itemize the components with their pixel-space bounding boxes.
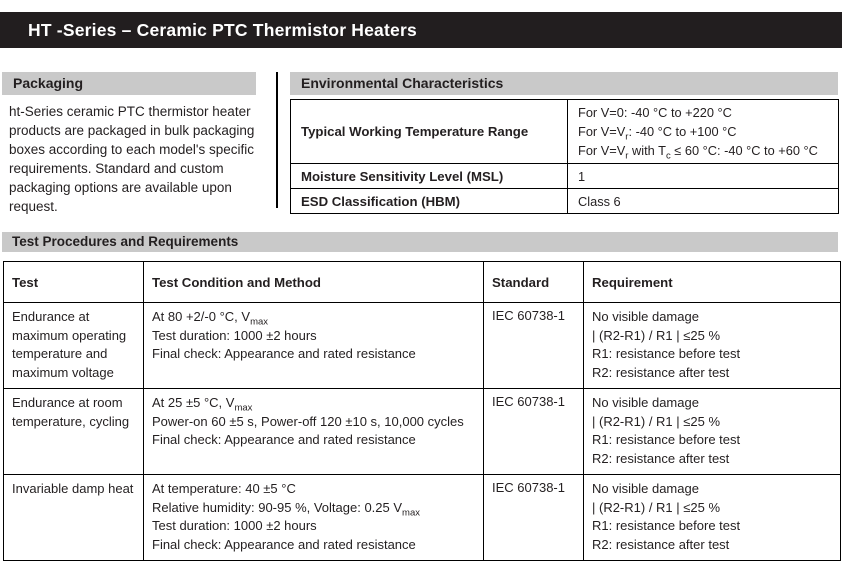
environmental-heading: Environmental Characteristics [290,72,838,95]
test-cell: Invariable damp heat [4,475,144,561]
test-cell: Endurance at maximum operating temperature and maximum voltage [4,303,144,389]
condition-cell: At temperature: 40 ±5 °C Relative humidity: 90-95 %, Voltage: 0.25 $V_{max}$ Test duration: 1000 ±2 hours Final check: Appearance and rated resistance [144,475,484,561]
packaging-heading: Packaging [2,72,256,95]
page-title: HT -Series – Ceramic PTC Thermistor Heaters [0,12,842,48]
tests-heading: Test Procedures and Requirements [2,232,838,252]
standard-cell: IEC 60738-1 [484,303,584,389]
env-row-working-temp [291,100,839,164]
col-header-condition: Test Condition and Method [144,262,484,303]
env-label: Typical Working Temperature Range [291,100,568,164]
col-header-requirement: Requirement [584,262,841,303]
section-divider [276,72,278,208]
environmental-section [290,72,838,214]
env-row-msl [291,164,839,189]
env-value: 1 [568,164,839,189]
col-header-standard: Standard [484,262,584,303]
condition-cell: At 25 ±5 °C, $V_{max}$ Power-on 60 ±5 s, Power-off 120 ±10 s, 10,000 cycles Final check: Appearance and rated resistance [144,389,484,475]
requirement-cell: No visible damage | (R2-R1) / R1 | ≤25 % R1: resistance before test R2: resistance after test [584,303,841,389]
env-value: Class 6 [568,189,839,214]
test-row-endurance-cycling [4,389,841,475]
requirement-cell: No visible damage | (R2-R1) / R1 | ≤25 % R1: resistance before test R2: resistance after test [584,475,841,561]
packaging-section [2,72,256,216]
tests-header-row [4,262,841,303]
col-header-test: Test [4,262,144,303]
standard-cell: IEC 60738-1 [484,475,584,561]
test-row-endurance-max [4,303,841,389]
env-value: For V=0: -40 °C to +220 °C For $V=V_r$: -40 °C to +100 °C For $V=V_r$ with $T_c \le 60$ °C: -40 °C to +60 °C [568,100,839,164]
packaging-body: ht-Series ceramic PTC thermistor heater products are packaged in bulk packaging boxes according to each model's specific requirements. Standard and custom packaging options are available upon request. [9,104,255,214]
condition-cell: At 80 +2/-0 °C, $V_{max}$ Test duration: 1000 ±2 hours Final check: Appearance and rated resistance [144,303,484,389]
requirement-cell: No visible damage | (R2-R1) / R1 | ≤25 % R1: resistance before test R2: resistance after test [584,389,841,475]
standard-cell: IEC 60738-1 [484,389,584,475]
environmental-table [290,99,839,214]
test-row-damp-heat [4,475,841,561]
env-label: ESD Classification (HBM) [291,189,568,214]
env-label: Moisture Sensitivity Level (MSL) [291,164,568,189]
env-row-esd [291,189,839,214]
test-cell: Endurance at room temperature, cycling [4,389,144,475]
tests-table [3,261,841,561]
